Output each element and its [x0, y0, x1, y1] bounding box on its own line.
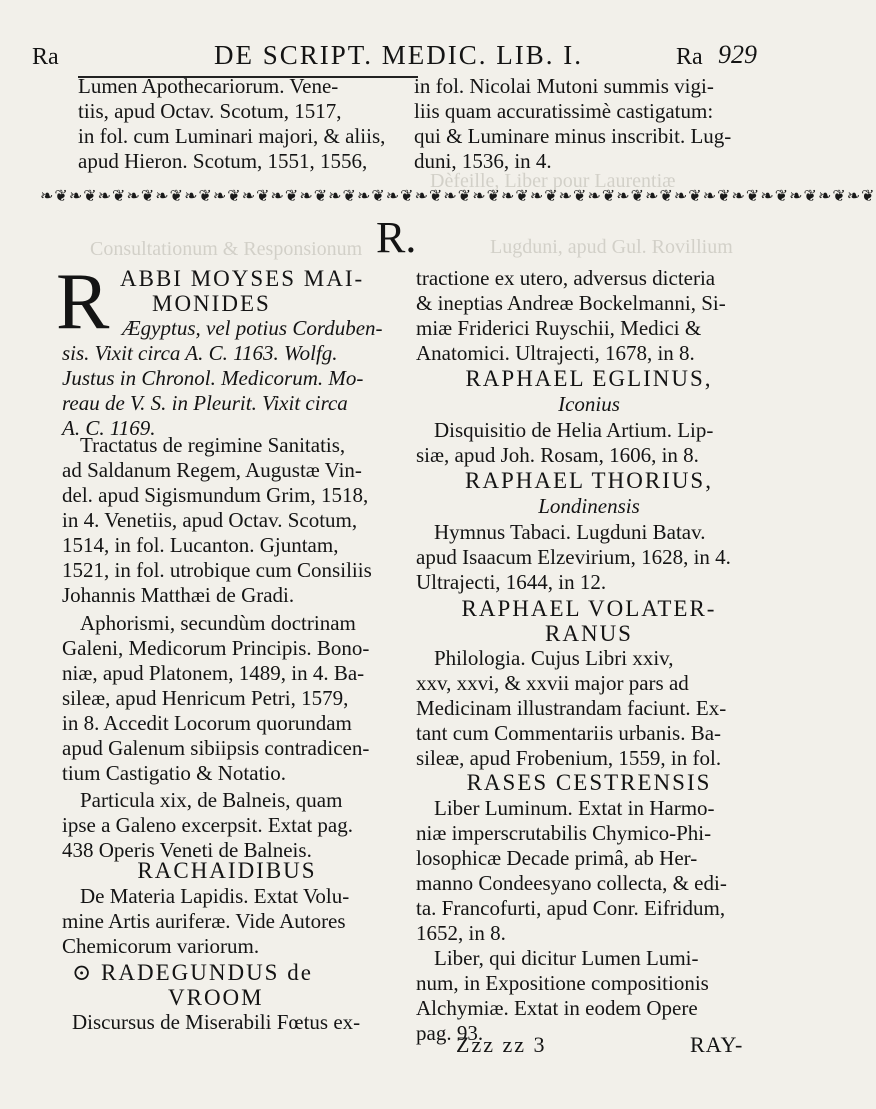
entry-heading: RACHAIDIBUS	[137, 858, 317, 883]
top-left-column	[78, 74, 398, 174]
entry-heading: RAPHAEL THORIUS,	[465, 468, 713, 493]
entry-subheading: Londinensis	[538, 494, 640, 518]
show-through-text: Dèfeille, Liber pour Laurentiæ	[430, 170, 676, 192]
entry-paragraph: Discursus de Miserabili Fœtus ex-	[72, 1010, 361, 1034]
catchword: RAY-	[690, 1032, 744, 1057]
text-line: in fol. Nicolai Mutoni summis vigi-	[414, 74, 714, 98]
running-head-right: Ra	[676, 44, 703, 70]
entry-subheading: Iconius	[558, 392, 620, 416]
show-through-text: Lugduni, apud Gul. Rovillium	[490, 236, 733, 258]
entry-paragraph: Particula xix, de Balneis, quam ipse a Galeno excerpsit. Extat pag. 438 Operis Veneti de Balneis.	[62, 788, 353, 862]
running-head-title: DE SCRIPT. MEDIC. LIB. I.	[214, 40, 584, 70]
text-line: tiis, apud Octav. Scotum, 1517,	[78, 99, 342, 123]
running-head-left: Ra	[32, 44, 59, 70]
text-line: qui & Luminare minus inscribit. Lug-	[414, 124, 732, 148]
text-line: apud Hieron. Scotum, 1551, 1556,	[78, 149, 368, 173]
entry-heading: RAPHAEL VOLATER- RANUS	[461, 596, 717, 646]
ornamental-band: ❧❦❧❦❧❦❧❦❧❦❧❦❧❦❧❦❧❦❧❦❧❦❧❦❧❦❧❦❧❦❧❦❧❦❧❦❧❦❧❦❧❦❧❦❧❦❧❦❧❦❧❦❧❦❧❦❧❦	[40, 188, 876, 205]
text-line: liis quam accuratissimè castigatum:	[414, 99, 714, 123]
top-right-column	[414, 74, 764, 174]
drop-capital: R	[56, 258, 110, 346]
entry-paragraph: Aphorismi, secundùm doctrinam Galeni, Medicorum Principis. Bono- niæ, apud Platonem, 1489, in 4. Ba- sileæ, apud Henricum Petri, 1579, in 8. Accedit Locorum quorundam apud Galenum sibiipsis contradicen- tium Castigatio & Notatio.	[62, 611, 370, 785]
entry-paragraph: Hymnus Tabaci. Lugduni Batav. apud Isaacum Elzevirium, 1628, in 4. Ultrajecti, 1644, in 12.	[416, 520, 731, 594]
entry-heading: ⊙ RADEGUNDUS de VROOM	[72, 960, 313, 1010]
entry-paragraph: Tractatus de regimine Sanitatis, ad Saldanum Regem, Augustæ Vin- del. apud Sigismundum Grim, 1518, in 4. Venetiis, apud Octav. Scotum, 1514, in fol. Lucanton. Gjuntam, 1521, in fol. utrobique cum Consiliis Johannis Matthæi de Gradi.	[62, 433, 372, 607]
text-line: in fol. cum Luminari majori, & aliis,	[78, 124, 386, 148]
page-number: 929	[718, 40, 757, 69]
text-line: duni, 1536, in 4.	[414, 149, 552, 173]
entry-paragraph: Philologia. Cujus Libri xxiv, xxv, xxvi, & xxvii major pars ad Medicinam illustrandam faciunt. Ex- tant cum Commentariis urbanis. Ba- sileæ, apud Frobenium, 1559, in fol.	[416, 646, 727, 770]
entry-heading: ABBI MOYSES MAI- MONIDES	[120, 266, 365, 316]
entry-heading: RAPHAEL EGLINUS,	[465, 366, 713, 391]
entry-paragraph: Liber, qui dicitur Lumen Lumi- num, in Expositione compositionis Alchymiæ. Extat in eodem Opere pag. 93.	[416, 946, 709, 1045]
entry-paragraph: Liber Luminum. Extat in Harmo- niæ imperscrutabilis Chymico-Phi- losophicæ Decade primâ, ab Her- manno Condeesyano collecta, & edi- ta. Francofurti, apud Conr. Eifridum, 1652, in 8.	[416, 796, 727, 945]
entry-heading: RASES CESTRENSIS	[466, 770, 712, 795]
entry-paragraph: De Materia Lapidis. Extat Volu- mine Artis auriferæ. Vide Autores Chemicorum variorum.	[62, 884, 350, 958]
signature-mark: Zzz zz 3	[456, 1032, 547, 1057]
entry-paragraph: tractione ex utero, adversus dicteria & ineptias Andreæ Bockelmanni, Si- miæ Friderici Ruyschii, Medici & Anatomici. Ultrajecti, 1678, in 8.	[416, 266, 726, 365]
text-line: Lumen Apothecariorum. Vene-	[78, 74, 339, 98]
show-through-text: Consultationum & Responsionum	[90, 238, 363, 260]
entry-paragraph: Disquisitio de Helia Artium. Lip- siæ, apud Joh. Rosam, 1606, in 8.	[416, 418, 714, 467]
entry-intro: Ægyptus, vel potius Corduben- sis. Vixit circa A. C. 1163. Wolfg. Justus in Chronol. Medicorum. Mo- reau de V. S. in Pleurit. Vixit circa A. C. 1169.	[62, 316, 383, 440]
section-letter: R.	[376, 213, 417, 262]
